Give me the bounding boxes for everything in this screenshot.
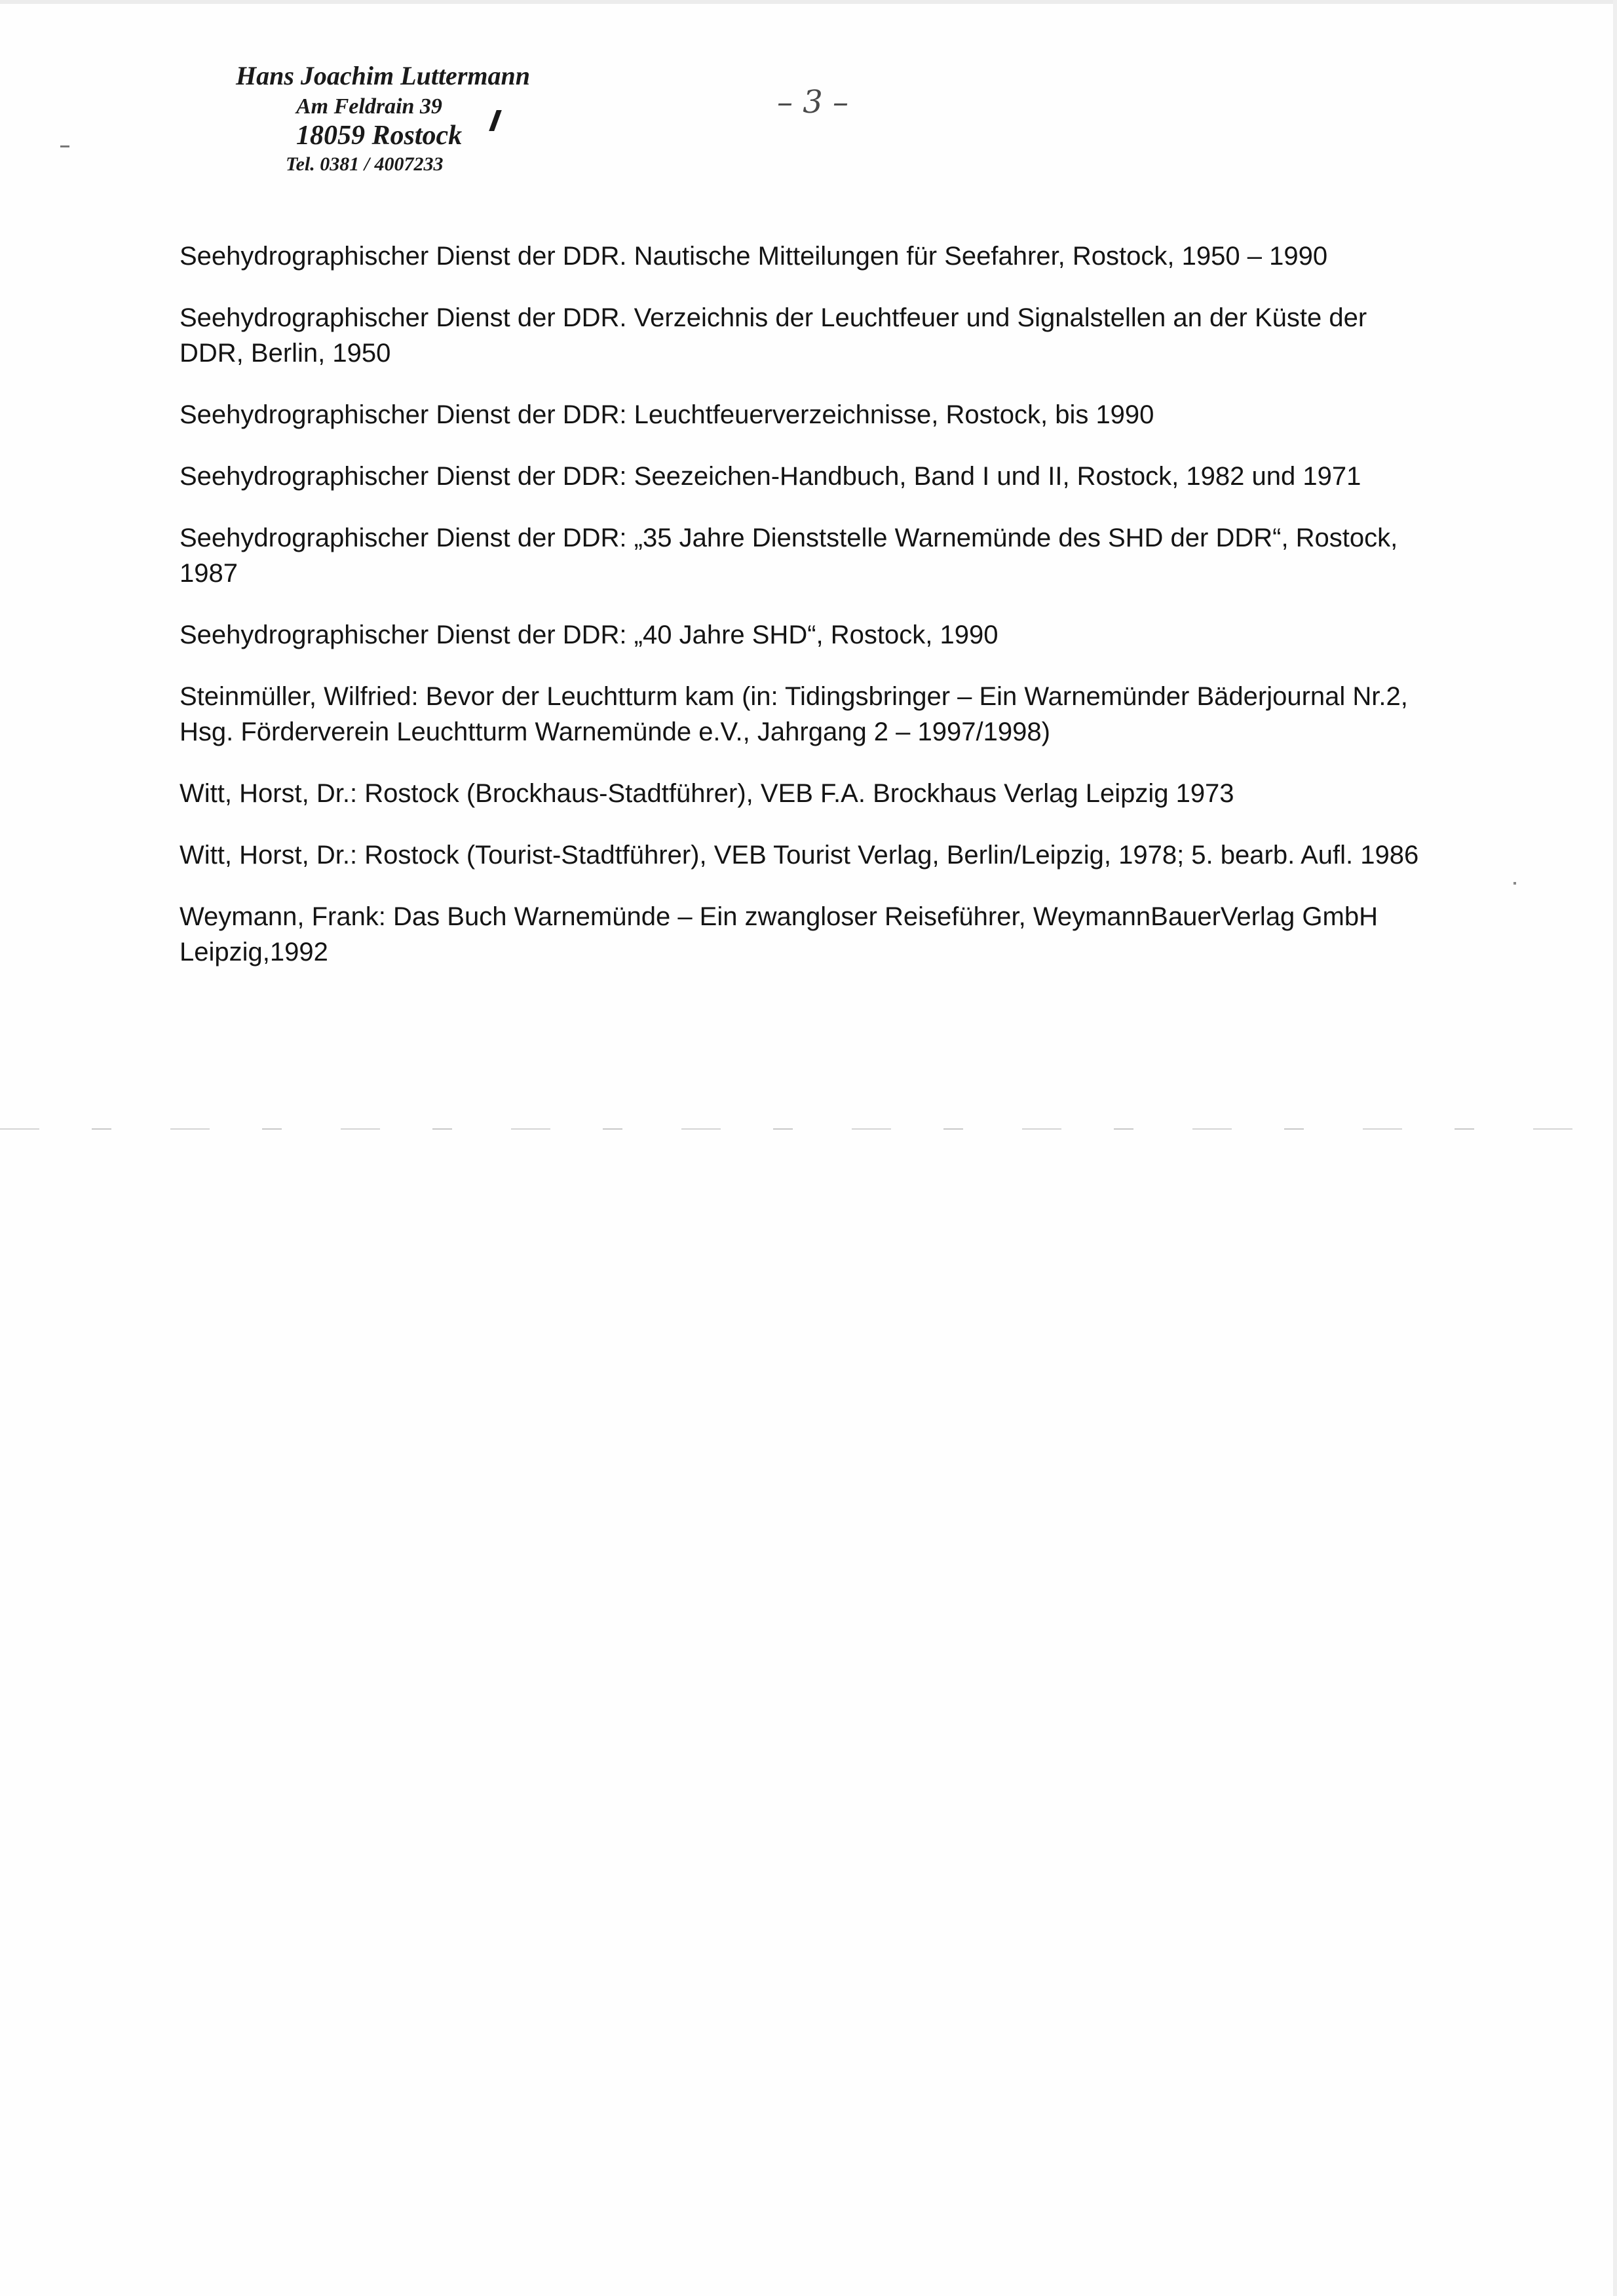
bibliography-entry: Seehydrographischer Dienst der DDR: „35 Jahre Dienststelle Warnemünde des SHD der DDR“, Rostock, 1987 (180, 524, 1398, 588)
bibliography-entry: Seehydrographischer Dienst der DDR: Seezeichen-Handbuch, Band I und II, Rostock, 1982 und 1971 (180, 462, 1361, 491)
bibliography-entry: Steinmüller, Wilfried: Bevor der Leuchtturm kam (in: Tidingsbringer – Ein Warnemünder Bäderjournal Nr.2, Hsg. Förderverein Leuchtturm Warnemünde e.V., Jahrgang 2 – 1997/1998) (180, 682, 1408, 746)
bibliography-entry: Seehydrographischer Dienst der DDR. Nautische Mitteilungen für Seefahrer, Rostock, 1950 – 1990 (180, 242, 1328, 271)
bibliography-entry: Seehydrographischer Dienst der DDR: „40 Jahre SHD“, Rostock, 1990 (180, 621, 999, 649)
bibliography-entry: Seehydrographischer Dienst der DDR. Verzeichnis der Leuchtfeuer und Signalstellen an der Küste der DDR, Berlin, 1950 (180, 303, 1367, 368)
bibliography-entry: Seehydrographischer Dienst der DDR: Leuchtfeuerverzeichnisse, Rostock, bis 1990 (180, 400, 1154, 429)
stamp-name: Hans Joachim Luttermann (236, 61, 530, 90)
stamp-pen-mark (489, 110, 502, 131)
bibliography-entry: Witt, Horst, Dr.: Rostock (Brockhaus-Stadtführer), VEB F.A. Brockhaus Verlag Leipzig 1973 (180, 779, 1234, 808)
page-number: – 3 – (777, 84, 849, 121)
bibliography-entry: Weymann, Frank: Das Buch Warnemünde – Ein zwangloser Reiseführer, WeymannBauerVerlag GmbH Leipzig,1992 (180, 902, 1378, 966)
bibliography-list (180, 239, 1431, 996)
margin-dot (1513, 882, 1516, 885)
stamp-street: Am Feldrain 39 (296, 94, 442, 119)
bibliography-entry: Witt, Horst, Dr.: Rostock (Tourist-Stadtführer), VEB Tourist Verlag, Berlin/Leipzig, 1978; 5. bearb. Aufl. 1986 (180, 841, 1419, 870)
scan-top-edge (0, 0, 1617, 4)
scan-right-edge (1613, 0, 1617, 2296)
address-stamp (231, 61, 530, 181)
margin-mark (60, 145, 69, 147)
stamp-city: 18059 Rostock (296, 121, 463, 151)
stamp-phone: Tel. 0381 / 4007233 (286, 153, 444, 175)
scan-artifact-line (0, 1128, 1617, 1130)
